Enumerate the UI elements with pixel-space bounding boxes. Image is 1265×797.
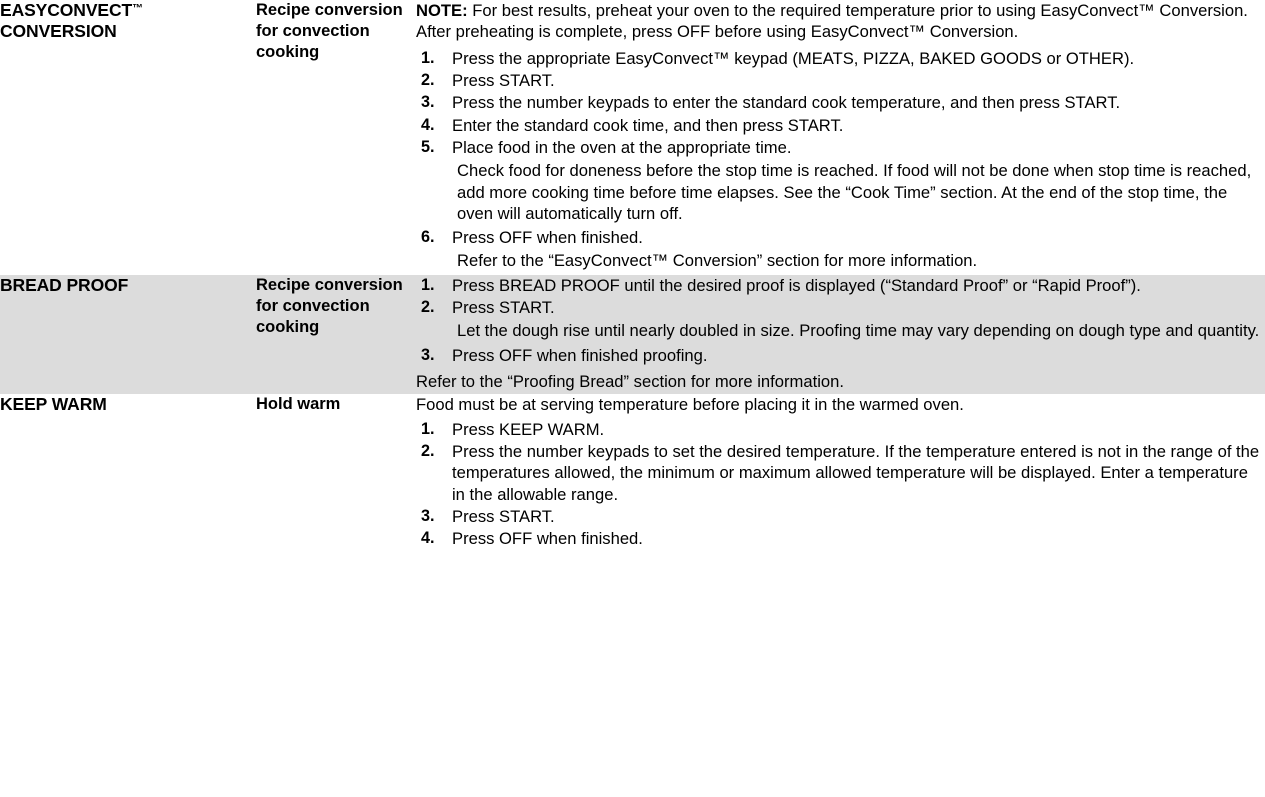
step-number: 6. (421, 228, 435, 247)
step-item (416, 506, 1265, 527)
steps-list-continued (416, 345, 1265, 366)
steps-list (416, 48, 1265, 159)
steps-list-continued (416, 227, 1265, 248)
howto-cell (416, 275, 1265, 395)
note-label: NOTE: (416, 1, 468, 20)
function-cell (256, 275, 416, 395)
step-number: 3. (421, 506, 435, 525)
feature-name-cell (0, 275, 256, 395)
step-item (416, 70, 1265, 91)
sub-paragraph: Let the dough rise until nearly doubled in size. Proofing time may vary depending on dough type and quantity. (457, 321, 1260, 341)
feature-label-line2: CONVERSION (0, 20, 117, 41)
step-item (416, 441, 1265, 505)
step-text: Place food in the oven at the appropriate time. (452, 137, 792, 157)
table-row-easyconvect-conversion (0, 0, 1265, 275)
step-text: Press the number keypads to enter the standard cook temperature, and then press START. (452, 93, 1121, 113)
note-text: For best results, preheat your oven to the required temperature prior to using EasyConvect™ Conversion. After preheating is complete, press OFF before using EasyConvect™ Conversion. (416, 1, 1248, 42)
step-text: Enter the standard cook time, and then press START. (452, 115, 844, 135)
step-number: 1. (421, 275, 435, 294)
step-item (416, 48, 1265, 69)
step-text: Press START. (452, 506, 555, 526)
feature-label: KEEP WARM (0, 394, 107, 415)
step-text: Press the number keypads to set the desired temperature. If the temperature entered is not in the range of the temperatures allowed, the minimum or maximum allowed temperature will be displayed. Enter a temperature in the allowable range. (452, 441, 1260, 504)
function-cell (256, 0, 416, 275)
step-number: 3. (421, 93, 435, 112)
trademark-icon: ™ (132, 2, 143, 15)
step-text: Press OFF when finished. (452, 529, 643, 549)
function-cell (256, 394, 416, 550)
step-number: 2. (421, 441, 435, 460)
steps-list (416, 275, 1265, 319)
step-item (416, 345, 1265, 366)
step-item (416, 227, 1265, 248)
step-text: Press KEEP WARM. (452, 419, 605, 439)
step-number: 1. (421, 48, 435, 67)
closing-paragraph: Refer to the “Proofing Bread” section for more information. (416, 372, 844, 391)
step-item (416, 528, 1265, 549)
step-text: Press the appropriate EasyConvect™ keypad (MEATS, PIZZA, BAKED GOODS or OTHER). (452, 48, 1135, 68)
step-number: 4. (421, 115, 435, 134)
table-row-keep-warm (0, 394, 1265, 550)
step-number: 5. (421, 137, 435, 156)
howto-cell (416, 0, 1265, 275)
steps-list (416, 419, 1265, 550)
step-item (416, 419, 1265, 440)
feature-name-cell (0, 0, 256, 275)
step-text: Press BREAD PROOF until the desired proof is displayed (“Standard Proof” or “Rapid Proof”). (452, 275, 1141, 295)
feature-name-cell (0, 394, 256, 550)
function-label: Recipe conversion for convection cooking (256, 1, 403, 61)
step-text: Press OFF when finished proofing. (452, 345, 708, 365)
lead-paragraph: Food must be at serving temperature before placing it in the warmed oven. (416, 395, 964, 415)
step-number: 3. (421, 345, 435, 364)
step-item (416, 92, 1265, 113)
step-item (416, 275, 1265, 296)
step-number: 2. (421, 298, 435, 317)
feature-label-line1: EASYCONVECT (0, 0, 133, 20)
step-item (416, 115, 1265, 136)
step-item (416, 137, 1265, 158)
feature-label: BREAD PROOF (0, 274, 129, 295)
note-paragraph (416, 0, 1265, 43)
step-number: 4. (421, 529, 435, 548)
step-text: Press OFF when finished. (452, 228, 643, 248)
function-label: Hold warm (256, 395, 341, 414)
closing-paragraph: Refer to the “EasyConvect™ Conversion” section for more information. (457, 251, 978, 271)
step-number: 2. (421, 70, 435, 89)
step-text: Press START. (452, 70, 555, 90)
step-text: Press START. (452, 298, 555, 318)
step-number: 1. (421, 419, 435, 438)
step-item (416, 297, 1265, 318)
sub-paragraph: Check food for doneness before the stop time is reached. If food will not be done when stop time is reached, add more cooking time before time elapses. See the “Cook Time” section. At the end of the stop time, the oven will automatically turn off. (457, 161, 1252, 223)
howto-cell (416, 394, 1265, 550)
table-row-bread-proof (0, 275, 1265, 395)
function-label: Recipe conversion for convection cooking (256, 275, 403, 336)
